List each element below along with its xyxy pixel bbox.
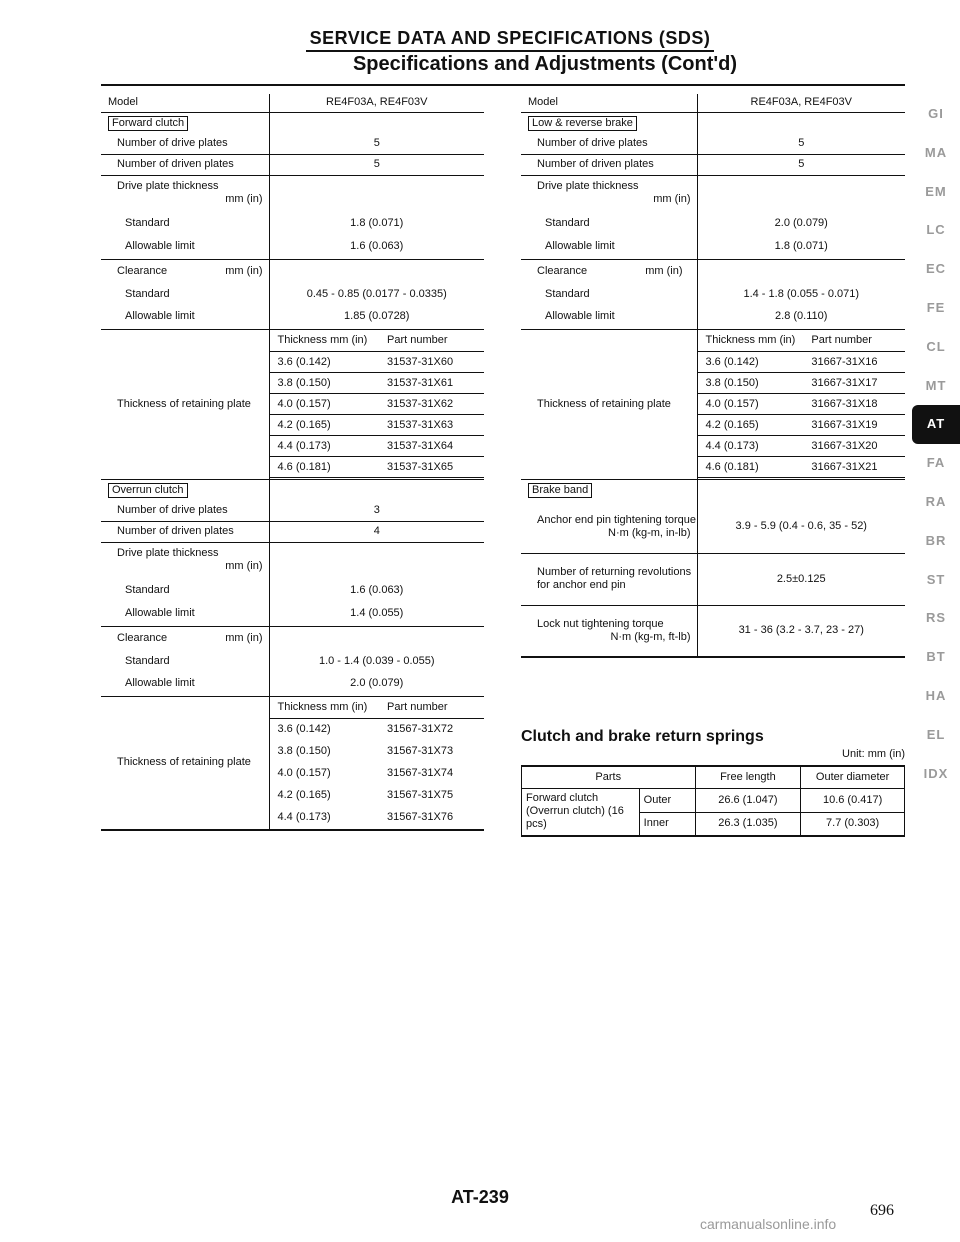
part-number: 31667-31X20 [805,436,905,457]
fc-clearance-allowable: 1.85 (0.0728) [269,305,484,329]
oc-col-part: Part number [387,700,448,713]
col-outer-diameter: Outer diameter [801,766,905,788]
revolutions-label: Number of returning revolutions for anchor end pin [521,553,697,605]
model-label: Model [101,94,269,112]
oc-col-thickness: Thickness mm (in) [277,700,368,713]
oc-allowable-label: Allowable limit [101,602,269,626]
model-value: RE4F03A, RE4F03V [697,94,905,112]
fc-retaining-table [270,330,485,479]
spring-position: Inner [639,812,695,836]
section-tabs [912,95,960,793]
oc-clearance-label: Clearance [117,631,168,644]
fc-drive-plates-label: Number of drive plates [101,134,269,154]
fc-clearance-label: Clearance [117,264,168,277]
fc-clearance-unit: mm (in) [225,264,263,277]
fc-clearance-standard: 0.45 - 0.85 (0.0177 - 0.0335) [269,283,484,305]
locknut-torque-label: Lock nut tightening torque [537,617,664,630]
part-number: 31667-31X16 [805,352,905,373]
spring-position: Outer [639,788,695,812]
lr-drive-plates: 5 [697,134,905,154]
lr-driven-plates: 5 [697,154,905,175]
part-number: 31537-31X60 [381,352,484,373]
header-rule [101,84,905,86]
table-row: 4.0 (0.157) [270,394,382,415]
tab-ra[interactable]: RA [925,493,947,509]
tab-ec[interactable]: EC [925,261,947,277]
table-row: 4.4 (0.173) [277,811,331,823]
springs-table [521,765,905,837]
page-subtitle: Specifications and Adjustments (Cont'd) [352,53,738,75]
tab-st[interactable]: ST [926,571,946,587]
model-value: RE4F03A, RE4F03V [269,94,484,112]
lr-allowable-label: Allowable limit [521,235,697,259]
oc-retaining-table [270,697,485,829]
table-row: 4.2 (0.165) [277,789,331,801]
oc-drive-plates-label: Number of drive plates [101,501,269,521]
spring-free-length: 26.3 (1.035) [695,812,801,836]
lr-driven-plates-label: Number of driven plates [521,154,697,175]
springs-part-label: Forward clutch (Overrun clutch) (16 pcs) [522,788,640,836]
site-watermark: carmanualsonline.info [700,1216,837,1232]
col-free-length: Free length [695,766,801,788]
brake-band-title: Brake band [528,483,592,498]
tab-idx[interactable]: IDX [923,765,949,781]
oc-thickness-standard: 1.6 (0.063) [269,578,484,602]
lr-drive-plates-label: Number of drive plates [521,134,697,154]
oc-thickness-label: Drive plate thickness [117,547,219,560]
page-header [0,28,960,52]
part-number: 31567-31X74 [387,767,454,779]
tab-fa[interactable]: FA [926,455,946,471]
oc-retaining-label: Thickness of retaining plate [117,756,251,769]
tab-bt[interactable]: BT [926,649,946,665]
table-row: 4.2 (0.165) [698,415,806,436]
tab-el[interactable]: EL [926,726,946,742]
part-number: 31567-31X73 [387,745,454,757]
table-row: 4.6 (0.181) [270,457,382,478]
tab-mt[interactable]: MT [925,377,947,393]
table-row: 3.6 (0.142) [277,723,331,736]
table-row: 3.6 (0.142) [698,352,806,373]
part-number: 31667-31X19 [805,415,905,436]
spring-diameter: 10.6 (0.417) [801,788,905,812]
tab-ha[interactable]: HA [925,687,947,703]
table-row: 3.8 (0.150) [698,373,806,394]
lr-col-thickness: Thickness mm (in) [698,330,806,352]
lr-clearance-unit: mm (in) [645,264,683,277]
anchor-torque-label: Anchor end pin tightening torque [537,513,697,526]
oc-drive-plates: 3 [269,501,484,521]
low-reverse-brake-title: Low & reverse brake [528,116,637,131]
tab-rs[interactable]: RS [925,610,947,626]
oc-thickness-unit: mm (in) [225,560,263,573]
part-number: 31667-31X17 [805,373,905,394]
right-spec-table [521,94,905,658]
oc-clearance-allowable: 2.0 (0.079) [269,672,484,696]
fc-driven-plates-label: Number of driven plates [101,154,269,175]
fc-thickness-allowable: 1.6 (0.063) [269,235,484,259]
tab-em[interactable]: EM [925,183,947,199]
tab-fe[interactable]: FE [926,299,946,315]
tab-br[interactable]: BR [925,532,947,548]
spring-diameter: 7.7 (0.303) [801,812,905,836]
part-number: 31537-31X62 [381,394,484,415]
part-number: 31537-31X63 [381,415,484,436]
oc-clearance-allowable-label: Allowable limit [101,672,269,696]
fc-thickness-label: Drive plate thickness [117,180,219,193]
lr-thickness-unit: mm (in) [653,193,691,206]
locknut-torque-value: 31 - 36 (3.2 - 3.7, 23 - 27) [697,605,905,657]
part-number: 31567-31X75 [387,789,454,801]
part-number: 31537-31X65 [381,457,484,478]
fc-col-thickness: Thickness mm (in) [270,330,382,352]
header-title: SERVICE DATA AND SPECIFICATIONS (SDS) [306,28,715,52]
lr-thickness-allowable: 1.8 (0.071) [697,235,905,259]
table-row: 4.0 (0.157) [698,394,806,415]
lr-thickness-standard: 2.0 (0.079) [697,211,905,235]
table-row: 4.4 (0.173) [698,436,806,457]
tab-gi[interactable]: GI [928,106,944,121]
lr-retaining-table [698,330,906,479]
fc-clearance-standard-label: Standard [125,287,170,300]
lr-clearance-allowable: 2.8 (0.110) [697,305,905,329]
lr-clearance-standard: 1.4 - 1.8 (0.055 - 0.071) [697,283,905,305]
fc-thickness-standard: 1.8 (0.071) [269,211,484,235]
col-parts: Parts [522,766,696,788]
oc-clearance-standard: 1.0 - 1.4 (0.039 - 0.055) [269,650,484,672]
table-row: 4.6 (0.181) [698,457,806,478]
oc-clearance-standard-label: Standard [125,654,170,667]
fc-clearance-allowable-label: Allowable limit [101,305,269,329]
fc-retaining-label: Thickness of retaining plate [101,329,269,479]
fc-standard-label: Standard [125,216,170,229]
part-number: 31537-31X61 [381,373,484,394]
fc-drive-plates: 5 [269,134,484,154]
tab-ma[interactable]: MA [924,144,948,160]
oc-driven-plates: 4 [269,521,484,542]
oc-driven-plates-label: Number of driven plates [101,521,269,542]
table-row: 4.2 (0.165) [270,415,382,436]
lr-retaining-label: Thickness of retaining plate [521,329,697,479]
part-number: 31537-31X64 [381,436,484,457]
revolutions-value: 2.5±0.125 [697,553,905,605]
spring-free-length: 26.6 (1.047) [695,788,801,812]
page-code: AT-239 [451,1187,509,1207]
part-number: 31667-31X21 [805,457,905,478]
anchor-torque-unit: N·m (kg-m, in-lb) [608,526,691,539]
model-label: Model [521,94,697,112]
oc-clearance-unit: mm (in) [225,631,263,644]
left-spec-table [101,94,484,831]
springs-unit: Unit: mm (in) [842,748,905,760]
springs-title: Clutch and brake return springs [521,728,764,745]
table-row: 4.4 (0.173) [270,436,382,457]
oc-thickness-allowable: 1.4 (0.055) [269,602,484,626]
lr-clearance-standard-label: Standard [545,287,590,300]
page-subtitle-wrap [0,53,960,76]
page-number: 696 [870,1202,894,1219]
table-row: 4.0 (0.157) [277,767,331,779]
fc-col-part: Part number [381,330,484,352]
tab-lc[interactable]: LC [926,222,946,238]
fc-driven-plates: 5 [269,154,484,175]
tab-at[interactable]: AT [912,405,960,444]
anchor-torque-value: 3.9 - 5.9 (0.4 - 0.6, 35 - 52) [697,501,905,553]
locknut-torque-unit: N·m (kg-m, ft-lb) [610,630,691,643]
lr-col-part: Part number [805,330,905,352]
fc-thickness-unit: mm (in) [225,193,263,206]
forward-clutch-title: Forward clutch [108,116,188,131]
part-number: 31667-31X18 [805,394,905,415]
lr-clearance-label: Clearance [537,264,588,277]
lr-clearance-allowable-label: Allowable limit [521,305,697,329]
fc-allowable-label: Allowable limit [101,235,269,259]
table-row: 3.6 (0.142) [270,352,382,373]
oc-standard-label: Standard [125,583,170,596]
lr-standard-label: Standard [545,216,590,229]
lr-thickness-label: Drive plate thickness [537,180,639,193]
table-row: 3.8 (0.150) [270,373,382,394]
tab-cl[interactable]: CL [926,338,946,354]
part-number: 31567-31X72 [387,723,454,736]
table-row: 3.8 (0.150) [277,745,331,757]
part-number: 31567-31X76 [387,811,454,823]
overrun-clutch-title: Overrun clutch [108,483,188,498]
